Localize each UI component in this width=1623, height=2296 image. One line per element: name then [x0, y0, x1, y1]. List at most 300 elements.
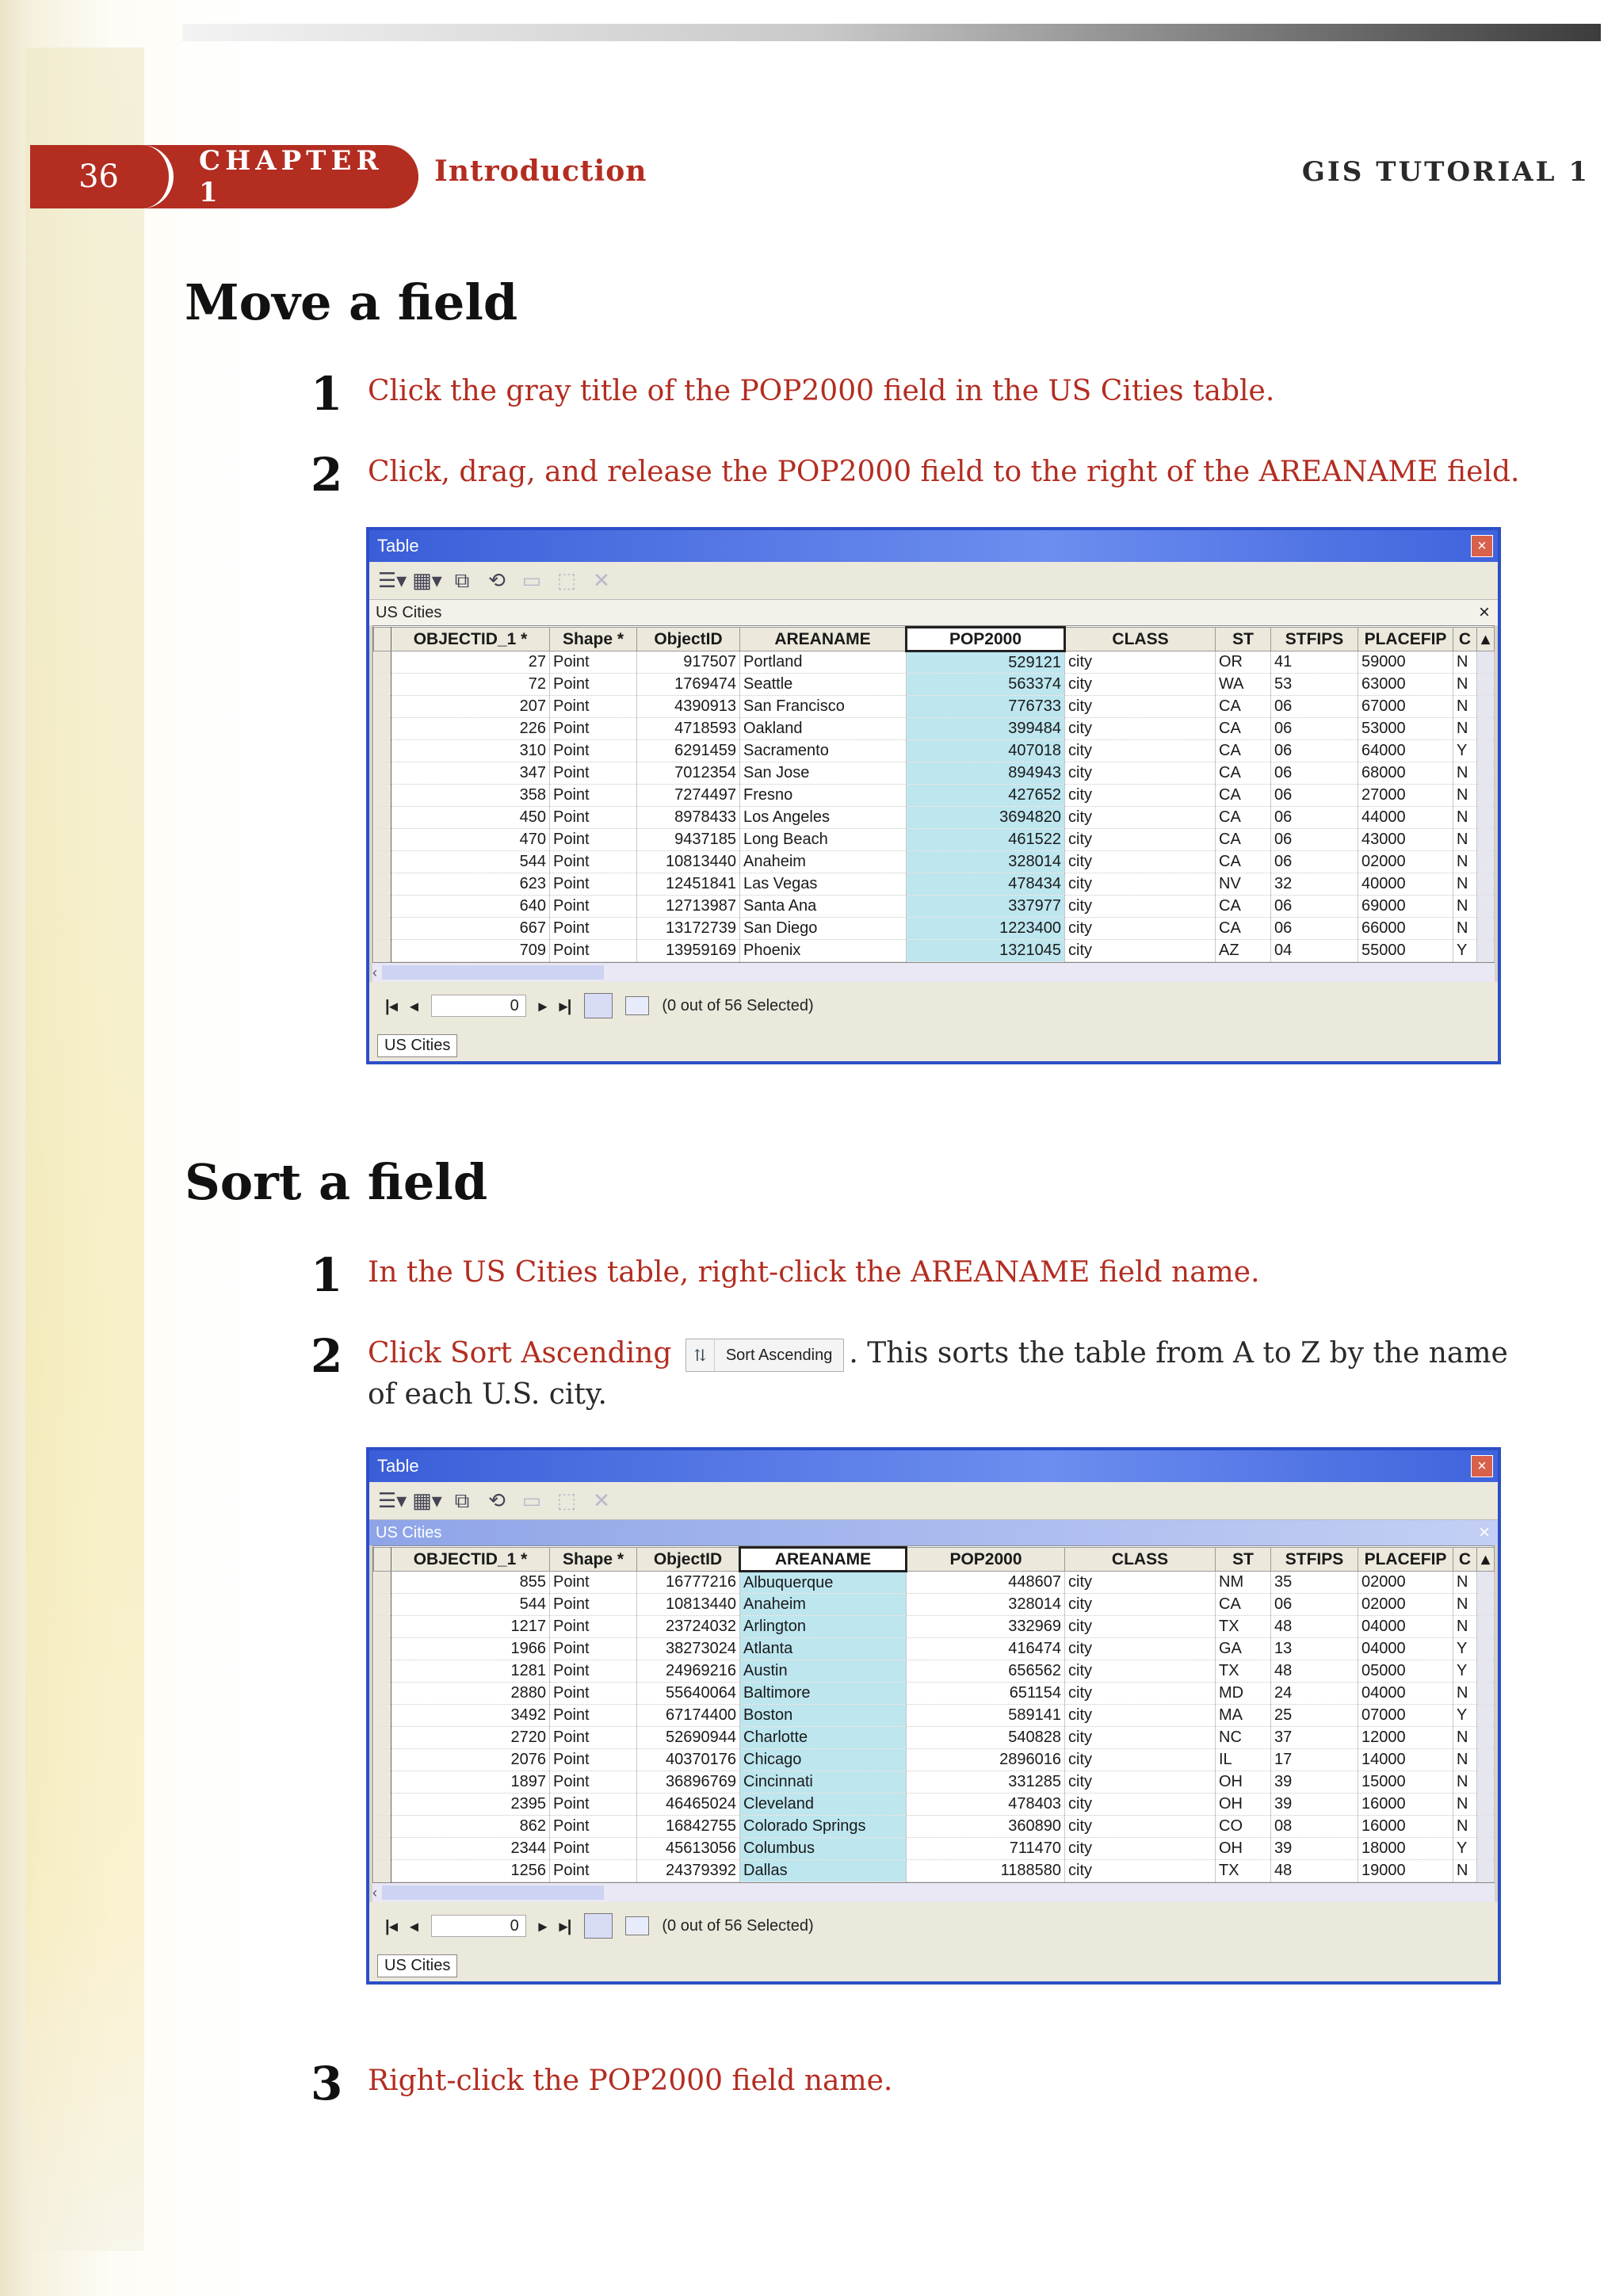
table-cell[interactable]: GA [1216, 1638, 1271, 1660]
table-cell[interactable]: N [1453, 785, 1477, 807]
record-number-input[interactable]: 0 [431, 995, 526, 1017]
table-cell[interactable]: 360890 [907, 1816, 1065, 1838]
table-cell[interactable]: Cincinnati [740, 1771, 907, 1794]
table-cell[interactable]: Phoenix [740, 940, 907, 962]
table-cell[interactable]: 32 [1271, 873, 1358, 896]
table-cell[interactable]: Baltimore [740, 1683, 907, 1705]
table-row[interactable] [374, 1572, 1495, 1594]
table-cell[interactable]: 12713987 [637, 896, 740, 918]
table-cell[interactable]: 470 [391, 829, 550, 851]
row-selector[interactable] [374, 651, 391, 674]
row-selector[interactable] [374, 851, 391, 873]
table-cell[interactable]: 651154 [907, 1683, 1065, 1705]
table-cell[interactable]: CA [1216, 696, 1271, 718]
column-header[interactable]: ST [1216, 1548, 1271, 1572]
row-selector[interactable] [374, 1771, 391, 1794]
show-selected-records-icon[interactable] [625, 996, 649, 1015]
row-selector[interactable] [374, 1860, 391, 1882]
row-selector[interactable] [374, 1749, 391, 1771]
table-cell[interactable]: 06 [1271, 718, 1358, 740]
previous-record-icon[interactable]: ◂ [410, 1917, 418, 1935]
vertical-scrollbar-track[interactable] [1477, 718, 1495, 740]
table-cell[interactable]: TX [1216, 1660, 1271, 1683]
table-cell[interactable]: 12000 [1358, 1727, 1453, 1749]
table-cell[interactable]: 39 [1271, 1771, 1358, 1794]
column-header[interactable]: C [1453, 1548, 1477, 1572]
column-header[interactable]: C [1453, 628, 1477, 651]
table-row[interactable] [374, 674, 1495, 696]
row-selector[interactable] [374, 940, 391, 962]
table-cell[interactable]: 2395 [391, 1794, 550, 1816]
row-selector[interactable] [374, 785, 391, 807]
table-cell[interactable]: 640 [391, 896, 550, 918]
table-cell[interactable]: 55000 [1358, 940, 1453, 962]
table-cell[interactable]: 358 [391, 785, 550, 807]
table-cell[interactable]: CO [1216, 1816, 1271, 1838]
close-tab-icon[interactable]: × [1478, 602, 1490, 623]
table-cell[interactable]: 667 [391, 918, 550, 940]
table-cell[interactable]: Point [550, 1705, 637, 1727]
table-cell[interactable]: 72 [391, 674, 550, 696]
table-cell[interactable]: 16777216 [637, 1572, 740, 1594]
table-cell[interactable]: 544 [391, 851, 550, 873]
row-selector[interactable] [374, 807, 391, 829]
horizontal-scrollbar[interactable] [372, 1883, 1495, 1902]
table-cell[interactable]: city [1065, 918, 1216, 940]
table-options-icon[interactable]: ☰▾ [377, 1488, 407, 1512]
table-cell[interactable]: MA [1216, 1705, 1271, 1727]
table-cell[interactable]: 589141 [907, 1705, 1065, 1727]
table-cell[interactable]: 776733 [907, 696, 1065, 718]
table-cell[interactable]: CA [1216, 785, 1271, 807]
table-row[interactable] [374, 740, 1495, 762]
table-cell[interactable]: 2896016 [907, 1749, 1065, 1771]
table-cell[interactable]: city [1065, 1638, 1216, 1660]
table-cell[interactable]: 06 [1271, 918, 1358, 940]
previous-record-icon[interactable]: ◂ [410, 997, 418, 1015]
table-cell[interactable]: 24 [1271, 1683, 1358, 1705]
table-cell[interactable]: 16842755 [637, 1816, 740, 1838]
table-cell[interactable]: city [1065, 674, 1216, 696]
table-cell[interactable]: 40370176 [637, 1749, 740, 1771]
table-cell[interactable]: Point [550, 1860, 637, 1882]
table-cell[interactable]: Point [550, 696, 637, 718]
table-cell[interactable]: 3694820 [907, 807, 1065, 829]
table-cell[interactable]: 1281 [391, 1660, 550, 1683]
table-row[interactable] [374, 1660, 1495, 1683]
table-cell[interactable]: N [1453, 807, 1477, 829]
column-header[interactable]: Shape * [550, 628, 637, 651]
table-cell[interactable]: Long Beach [740, 829, 907, 851]
vertical-scrollbar-track[interactable] [1477, 1816, 1495, 1838]
table-cell[interactable]: 06 [1271, 851, 1358, 873]
table-cell[interactable]: 10813440 [637, 1594, 740, 1616]
table-cell[interactable]: city [1065, 1838, 1216, 1860]
table-cell[interactable]: 63000 [1358, 674, 1453, 696]
table-cell[interactable]: IL [1216, 1749, 1271, 1771]
table-cell[interactable]: 332969 [907, 1616, 1065, 1638]
row-selector[interactable] [374, 1727, 391, 1749]
table-cell[interactable]: Portland [740, 651, 907, 674]
table-cell[interactable]: Point [550, 873, 637, 896]
vertical-scrollbar-track[interactable] [1477, 1749, 1495, 1771]
table-cell[interactable]: city [1065, 1794, 1216, 1816]
table-cell[interactable]: Austin [740, 1660, 907, 1683]
table-cell[interactable]: Dallas [740, 1860, 907, 1882]
table-cell[interactable]: 27 [391, 651, 550, 674]
table-cell[interactable]: 15000 [1358, 1771, 1453, 1794]
table-cell[interactable]: 529121 [907, 651, 1065, 674]
table-cell[interactable]: Point [550, 1638, 637, 1660]
scroll-up-icon[interactable]: ▴ [1477, 628, 1495, 651]
vertical-scrollbar-track[interactable] [1477, 1771, 1495, 1794]
table-cell[interactable]: Boston [740, 1705, 907, 1727]
table-cell[interactable]: N [1453, 1771, 1477, 1794]
column-header[interactable]: AREANAME [740, 1548, 907, 1572]
table-cell[interactable]: 46465024 [637, 1794, 740, 1816]
row-selector[interactable] [374, 1816, 391, 1838]
table-cell[interactable]: 04000 [1358, 1683, 1453, 1705]
table-cell[interactable]: 04 [1271, 940, 1358, 962]
table-cell[interactable]: 06 [1271, 696, 1358, 718]
table-cell[interactable]: N [1453, 1860, 1477, 1882]
table-cell[interactable]: Anaheim [740, 1594, 907, 1616]
table-cell[interactable]: 623 [391, 873, 550, 896]
table-cell[interactable]: MD [1216, 1683, 1271, 1705]
table-cell[interactable]: 16000 [1358, 1816, 1453, 1838]
table-row[interactable] [374, 873, 1495, 896]
table-row[interactable] [374, 696, 1495, 718]
tab-us-cities[interactable]: US Cities [377, 1954, 457, 1977]
show-selected-records-icon[interactable] [625, 1916, 649, 1935]
table-cell[interactable]: 399484 [907, 718, 1065, 740]
table-cell[interactable]: 544 [391, 1594, 550, 1616]
table-row[interactable] [374, 896, 1495, 918]
table-cell[interactable]: 478434 [907, 873, 1065, 896]
table-cell[interactable]: 461522 [907, 829, 1065, 851]
table-cell[interactable]: 13959169 [637, 940, 740, 962]
vertical-scrollbar-track[interactable] [1477, 1660, 1495, 1683]
vertical-scrollbar-track[interactable] [1477, 674, 1495, 696]
row-selector[interactable] [374, 696, 391, 718]
sort-ascending-button[interactable] [685, 1339, 845, 1372]
table-cell[interactable]: CA [1216, 896, 1271, 918]
vertical-scrollbar-track[interactable] [1477, 1794, 1495, 1816]
table-cell[interactable]: city [1065, 1860, 1216, 1882]
table-cell[interactable]: CA [1216, 1594, 1271, 1616]
table-row[interactable] [374, 918, 1495, 940]
table-cell[interactable]: 06 [1271, 740, 1358, 762]
table-row[interactable] [374, 1638, 1495, 1660]
close-tab-icon[interactable]: × [1478, 1522, 1490, 1543]
table-row[interactable] [374, 1860, 1495, 1882]
table-cell[interactable]: 328014 [907, 851, 1065, 873]
table-options-icon[interactable]: ☰▾ [377, 568, 407, 592]
table-cell[interactable]: Y [1453, 940, 1477, 962]
select-by-attributes-icon[interactable]: ⧉ [454, 1488, 470, 1512]
vertical-scrollbar-track[interactable] [1477, 1838, 1495, 1860]
window-title-bar[interactable] [369, 1450, 1498, 1482]
table-cell[interactable]: 68000 [1358, 762, 1453, 785]
table-cell[interactable]: 2720 [391, 1727, 550, 1749]
table-cell[interactable]: 23724032 [637, 1616, 740, 1638]
table-cell[interactable]: 337977 [907, 896, 1065, 918]
table-cell[interactable]: city [1065, 762, 1216, 785]
zoom-selected-icon[interactable]: ⬚ [556, 568, 577, 592]
table-cell[interactable]: 1966 [391, 1638, 550, 1660]
table-cell[interactable]: N [1453, 918, 1477, 940]
table-cell[interactable]: 3492 [391, 1705, 550, 1727]
table-cell[interactable]: 05000 [1358, 1660, 1453, 1683]
table-cell[interactable]: AZ [1216, 940, 1271, 962]
table-cell[interactable]: 40000 [1358, 873, 1453, 896]
table-cell[interactable]: 13172739 [637, 918, 740, 940]
table-row[interactable] [374, 1838, 1495, 1860]
tab-us-cities[interactable]: US Cities [377, 1034, 457, 1057]
delete-selected-icon[interactable]: ✕ [593, 568, 610, 592]
table-cell[interactable]: Point [550, 940, 637, 962]
table-cell[interactable]: 06 [1271, 829, 1358, 851]
vertical-scrollbar-track[interactable] [1477, 873, 1495, 896]
table-cell[interactable]: 9437185 [637, 829, 740, 851]
table-row[interactable] [374, 1594, 1495, 1616]
row-selector[interactable] [374, 896, 391, 918]
row-selector[interactable] [374, 1660, 391, 1683]
table-cell[interactable]: 59000 [1358, 651, 1453, 674]
row-selector[interactable] [374, 674, 391, 696]
table-cell[interactable]: city [1065, 1727, 1216, 1749]
table-cell[interactable]: 07000 [1358, 1705, 1453, 1727]
vertical-scrollbar-track[interactable] [1477, 851, 1495, 873]
table-cell[interactable]: NV [1216, 873, 1271, 896]
row-selector[interactable] [374, 1638, 391, 1660]
table-cell[interactable]: 38273024 [637, 1638, 740, 1660]
table-cell[interactable]: 27000 [1358, 785, 1453, 807]
table-cell[interactable]: Point [550, 896, 637, 918]
table-cell[interactable]: Point [550, 674, 637, 696]
table-cell[interactable]: San Francisco [740, 696, 907, 718]
table-cell[interactable]: 66000 [1358, 918, 1453, 940]
table-cell[interactable]: Anaheim [740, 851, 907, 873]
table-cell[interactable]: 1897 [391, 1771, 550, 1794]
table-cell[interactable]: 04000 [1358, 1638, 1453, 1660]
window-title-bar[interactable] [369, 530, 1498, 562]
table-cell[interactable]: N [1453, 1572, 1477, 1594]
switch-selection-icon[interactable]: ⟲ [488, 1488, 506, 1512]
vertical-scrollbar-track[interactable] [1477, 1616, 1495, 1638]
table-cell[interactable]: 2076 [391, 1749, 550, 1771]
table-cell[interactable]: N [1453, 718, 1477, 740]
table-cell[interactable]: N [1453, 651, 1477, 674]
table-row[interactable] [374, 1771, 1495, 1794]
table-cell[interactable]: 226 [391, 718, 550, 740]
table-cell[interactable]: 855 [391, 1572, 550, 1594]
table-cell[interactable]: N [1453, 1616, 1477, 1638]
switch-selection-icon[interactable]: ⟲ [488, 568, 506, 592]
scroll-left-icon[interactable]: ‹ [372, 964, 377, 980]
table-cell[interactable]: city [1065, 1749, 1216, 1771]
related-tables-icon[interactable]: ▦▾ [412, 568, 442, 592]
row-selector[interactable] [374, 762, 391, 785]
table-cell[interactable]: 427652 [907, 785, 1065, 807]
table-cell[interactable]: 862 [391, 1816, 550, 1838]
table-cell[interactable]: Point [550, 1660, 637, 1683]
table-cell[interactable]: NM [1216, 1572, 1271, 1594]
table-cell[interactable]: Point [550, 718, 637, 740]
table-cell[interactable]: 416474 [907, 1638, 1065, 1660]
table-cell[interactable]: 14000 [1358, 1749, 1453, 1771]
table-cell[interactable]: Y [1453, 1660, 1477, 1683]
table-cell[interactable]: Atlanta [740, 1638, 907, 1660]
close-icon[interactable]: × [1471, 1455, 1493, 1477]
table-cell[interactable]: 06 [1271, 762, 1358, 785]
table-cell[interactable]: Point [550, 1594, 637, 1616]
vertical-scrollbar-track[interactable] [1477, 896, 1495, 918]
table-cell[interactable]: N [1453, 1816, 1477, 1838]
table-row[interactable] [374, 1727, 1495, 1749]
table-cell[interactable]: 16000 [1358, 1794, 1453, 1816]
table-cell[interactable]: Point [550, 1749, 637, 1771]
table-cell[interactable]: 48 [1271, 1860, 1358, 1882]
table-cell[interactable]: 917507 [637, 651, 740, 674]
table-cell[interactable]: 1769474 [637, 674, 740, 696]
table-cell[interactable]: Point [550, 1572, 637, 1594]
table-cell[interactable]: 69000 [1358, 896, 1453, 918]
table-cell[interactable]: N [1453, 674, 1477, 696]
table-cell[interactable]: city [1065, 1616, 1216, 1638]
table-cell[interactable]: city [1065, 1816, 1216, 1838]
table-cell[interactable]: city [1065, 1572, 1216, 1594]
table-cell[interactable]: 02000 [1358, 1594, 1453, 1616]
table-cell[interactable]: WA [1216, 674, 1271, 696]
table-cell[interactable]: 6291459 [637, 740, 740, 762]
table-cell[interactable]: N [1453, 829, 1477, 851]
table-cell[interactable]: city [1065, 851, 1216, 873]
vertical-scrollbar-track[interactable] [1477, 1683, 1495, 1705]
table-cell[interactable]: Point [550, 1816, 637, 1838]
table-cell[interactable]: Charlotte [740, 1727, 907, 1749]
related-tables-icon[interactable]: ▦▾ [412, 1488, 442, 1512]
table-cell[interactable]: CA [1216, 829, 1271, 851]
row-selector[interactable] [374, 1616, 391, 1638]
row-header-corner[interactable] [374, 1548, 391, 1572]
show-all-records-icon[interactable] [584, 993, 613, 1018]
vertical-scrollbar-track[interactable] [1477, 940, 1495, 962]
table-cell[interactable]: city [1065, 696, 1216, 718]
table-cell[interactable]: Point [550, 1794, 637, 1816]
table-row[interactable] [374, 807, 1495, 829]
vertical-scrollbar-track[interactable] [1477, 1727, 1495, 1749]
table-row[interactable] [374, 1816, 1495, 1838]
table-cell[interactable]: N [1453, 1794, 1477, 1816]
table-row[interactable] [374, 829, 1495, 851]
column-header[interactable]: PLACEFIP [1358, 1548, 1453, 1572]
first-record-icon[interactable]: |◂ [385, 997, 398, 1015]
table-cell[interactable]: 06 [1271, 1594, 1358, 1616]
row-selector[interactable] [374, 873, 391, 896]
table-cell[interactable]: N [1453, 1727, 1477, 1749]
column-header[interactable]: ObjectID [637, 1548, 740, 1572]
table-cell[interactable]: Y [1453, 1638, 1477, 1660]
row-selector[interactable] [374, 740, 391, 762]
table-cell[interactable]: Albuquerque [740, 1572, 907, 1594]
table-cell[interactable]: 207 [391, 696, 550, 718]
table-cell[interactable]: 328014 [907, 1594, 1065, 1616]
table-cell[interactable]: CA [1216, 718, 1271, 740]
row-selector[interactable] [374, 718, 391, 740]
table-row[interactable] [374, 785, 1495, 807]
horizontal-scrollbar[interactable] [372, 963, 1495, 982]
table-cell[interactable]: Point [550, 918, 637, 940]
table-cell[interactable]: N [1453, 873, 1477, 896]
vertical-scrollbar-track[interactable] [1477, 807, 1495, 829]
table-cell[interactable]: Y [1453, 1838, 1477, 1860]
table-cell[interactable]: 7274497 [637, 785, 740, 807]
table-cell[interactable]: 4718593 [637, 718, 740, 740]
column-header[interactable]: STFIPS [1271, 1548, 1358, 1572]
table-cell[interactable]: Santa Ana [740, 896, 907, 918]
table-cell[interactable]: 04000 [1358, 1616, 1453, 1638]
table-cell[interactable]: 448607 [907, 1572, 1065, 1594]
column-header[interactable]: OBJECTID_1 * [391, 628, 550, 651]
table-cell[interactable]: CA [1216, 851, 1271, 873]
table-cell[interactable]: 2880 [391, 1683, 550, 1705]
table-cell[interactable]: CA [1216, 740, 1271, 762]
table-cell[interactable]: 53 [1271, 674, 1358, 696]
table-row[interactable] [374, 1794, 1495, 1816]
table-cell[interactable]: 67174400 [637, 1705, 740, 1727]
table-cell[interactable]: 35 [1271, 1572, 1358, 1594]
vertical-scrollbar-track[interactable] [1477, 918, 1495, 940]
table-cell[interactable]: 06 [1271, 896, 1358, 918]
table-cell[interactable]: city [1065, 873, 1216, 896]
vertical-scrollbar-track[interactable] [1477, 696, 1495, 718]
table-row[interactable] [374, 1749, 1495, 1771]
scroll-up-icon[interactable]: ▴ [1477, 1548, 1495, 1572]
table-row[interactable] [374, 1705, 1495, 1727]
table-cell[interactable]: Fresno [740, 785, 907, 807]
table-cell[interactable]: 67000 [1358, 696, 1453, 718]
table-cell[interactable]: 08 [1271, 1816, 1358, 1838]
first-record-icon[interactable]: |◂ [385, 1917, 398, 1935]
table-cell[interactable]: San Jose [740, 762, 907, 785]
table-row[interactable] [374, 718, 1495, 740]
table-cell[interactable]: city [1065, 718, 1216, 740]
table-cell[interactable]: 12451841 [637, 873, 740, 896]
table-cell[interactable]: 8978433 [637, 807, 740, 829]
table-cell[interactable]: 1321045 [907, 940, 1065, 962]
row-selector[interactable] [374, 829, 391, 851]
table-cell[interactable]: 331285 [907, 1771, 1065, 1794]
vertical-scrollbar-track[interactable] [1477, 829, 1495, 851]
vertical-scrollbar-track[interactable] [1477, 1705, 1495, 1727]
table-cell[interactable]: 39 [1271, 1794, 1358, 1816]
table-cell[interactable]: N [1453, 762, 1477, 785]
table-cell[interactable]: 310 [391, 740, 550, 762]
table-cell[interactable]: OH [1216, 1838, 1271, 1860]
scroll-thumb[interactable] [382, 1885, 604, 1900]
table-cell[interactable]: city [1065, 1705, 1216, 1727]
row-selector[interactable] [374, 1794, 391, 1816]
table-cell[interactable]: Y [1453, 1705, 1477, 1727]
table-cell[interactable]: 656562 [907, 1660, 1065, 1683]
table-cell[interactable]: Columbus [740, 1838, 907, 1860]
table-cell[interactable]: city [1065, 829, 1216, 851]
table-cell[interactable]: Sacramento [740, 740, 907, 762]
table-cell[interactable]: city [1065, 740, 1216, 762]
last-record-icon[interactable]: ▸| [559, 997, 572, 1015]
table-cell[interactable]: 06 [1271, 807, 1358, 829]
